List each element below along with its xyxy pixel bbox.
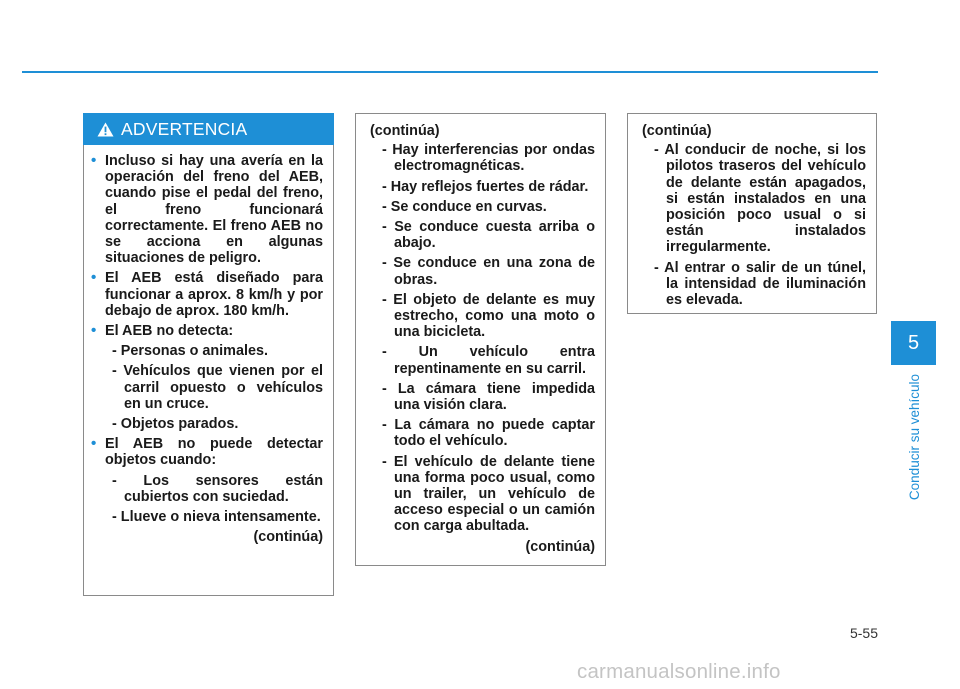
warning-bullet: • El AEB está diseñado para funcionar a aprox. 8 km/h y por debajo de aprox. 180 km/h. — [98, 270, 323, 319]
continued-header: (continúa) — [370, 123, 440, 139]
list-item: - Se conduce cuesta arriba o abajo. — [382, 219, 595, 252]
warning-title: ADVERTENCIA — [121, 118, 248, 139]
chapter-title-text: Conducir su vehículo — [906, 374, 922, 501]
list-item: - Al entrar o salir de un túnel, la intensidad de iluminación es elevada. — [654, 259, 866, 309]
continued-box — [355, 113, 606, 566]
list-item: - Hay interferencias por ondas electromagnéticas. — [382, 142, 595, 175]
list-item: - La cámara tiene impedida una visión clara. — [382, 380, 595, 414]
list-item: - Vehículos que vienen por el carril opuesto o vehículos en un cruce. — [112, 363, 323, 412]
list-item: - Personas o animales. — [112, 343, 268, 360]
continued-content — [356, 114, 605, 555]
list-item: - El objeto de delante es muy estrecho, como una moto o una bicicleta. — [382, 291, 595, 341]
warning-box — [83, 113, 334, 596]
warning-bullet: • El AEB no puede detectar objetos cuando: — [98, 436, 323, 468]
list-item: - El vehículo de delante tiene una forma poco usual, como un trailer, un vehículo de acceso especial o un camión con carga abultada. — [382, 453, 595, 535]
list-item: - Al conducir de noche, si los pilotos traseros del vehículo de delante están apagados, si están instalados en una posición poco usual o si están instalados irregularmente. — [654, 142, 866, 256]
continues-label: (continúa) — [253, 529, 323, 546]
continued-content — [628, 114, 876, 308]
watermark: carmanualsonline.info — [577, 660, 781, 683]
list-item: - Objetos parados. — [112, 416, 239, 433]
continued-box — [627, 113, 877, 314]
warning-bullet: • Incluso si hay una avería en la operación del freno del AEB, cuando pise el pedal del freno, el freno funcionará correctamente. El freno AEB no se acciona en algunas situaciones de peligro. — [98, 153, 323, 266]
page-number: 5-55 — [849, 625, 878, 641]
warning-triangle-icon — [97, 122, 114, 137]
list-item: - Llueve o nieva intensamente. — [112, 509, 321, 526]
list-item: - Los sensores están cubiertos con suciedad. — [112, 472, 323, 505]
chapter-number-tab: 5 — [891, 321, 936, 365]
continued-header: (continúa) — [642, 123, 712, 139]
list-item: - Hay reflejos fuertes de rádar. — [382, 178, 589, 195]
continues-label: (continúa) — [525, 538, 595, 555]
warning-header — [83, 113, 334, 145]
chapter-title — [902, 370, 926, 505]
warning-content — [84, 145, 333, 545]
header-rule — [22, 71, 878, 73]
list-item: - Se conduce en una zona de obras. — [382, 255, 595, 288]
warning-bullet: • El AEB no detecta: — [98, 323, 323, 339]
list-item: - La cámara no puede captar todo el vehículo. — [382, 417, 595, 450]
list-item: - Un vehículo entra repentinamente en su carril. — [382, 344, 595, 377]
list-item: - Se conduce en curvas. — [382, 198, 547, 215]
